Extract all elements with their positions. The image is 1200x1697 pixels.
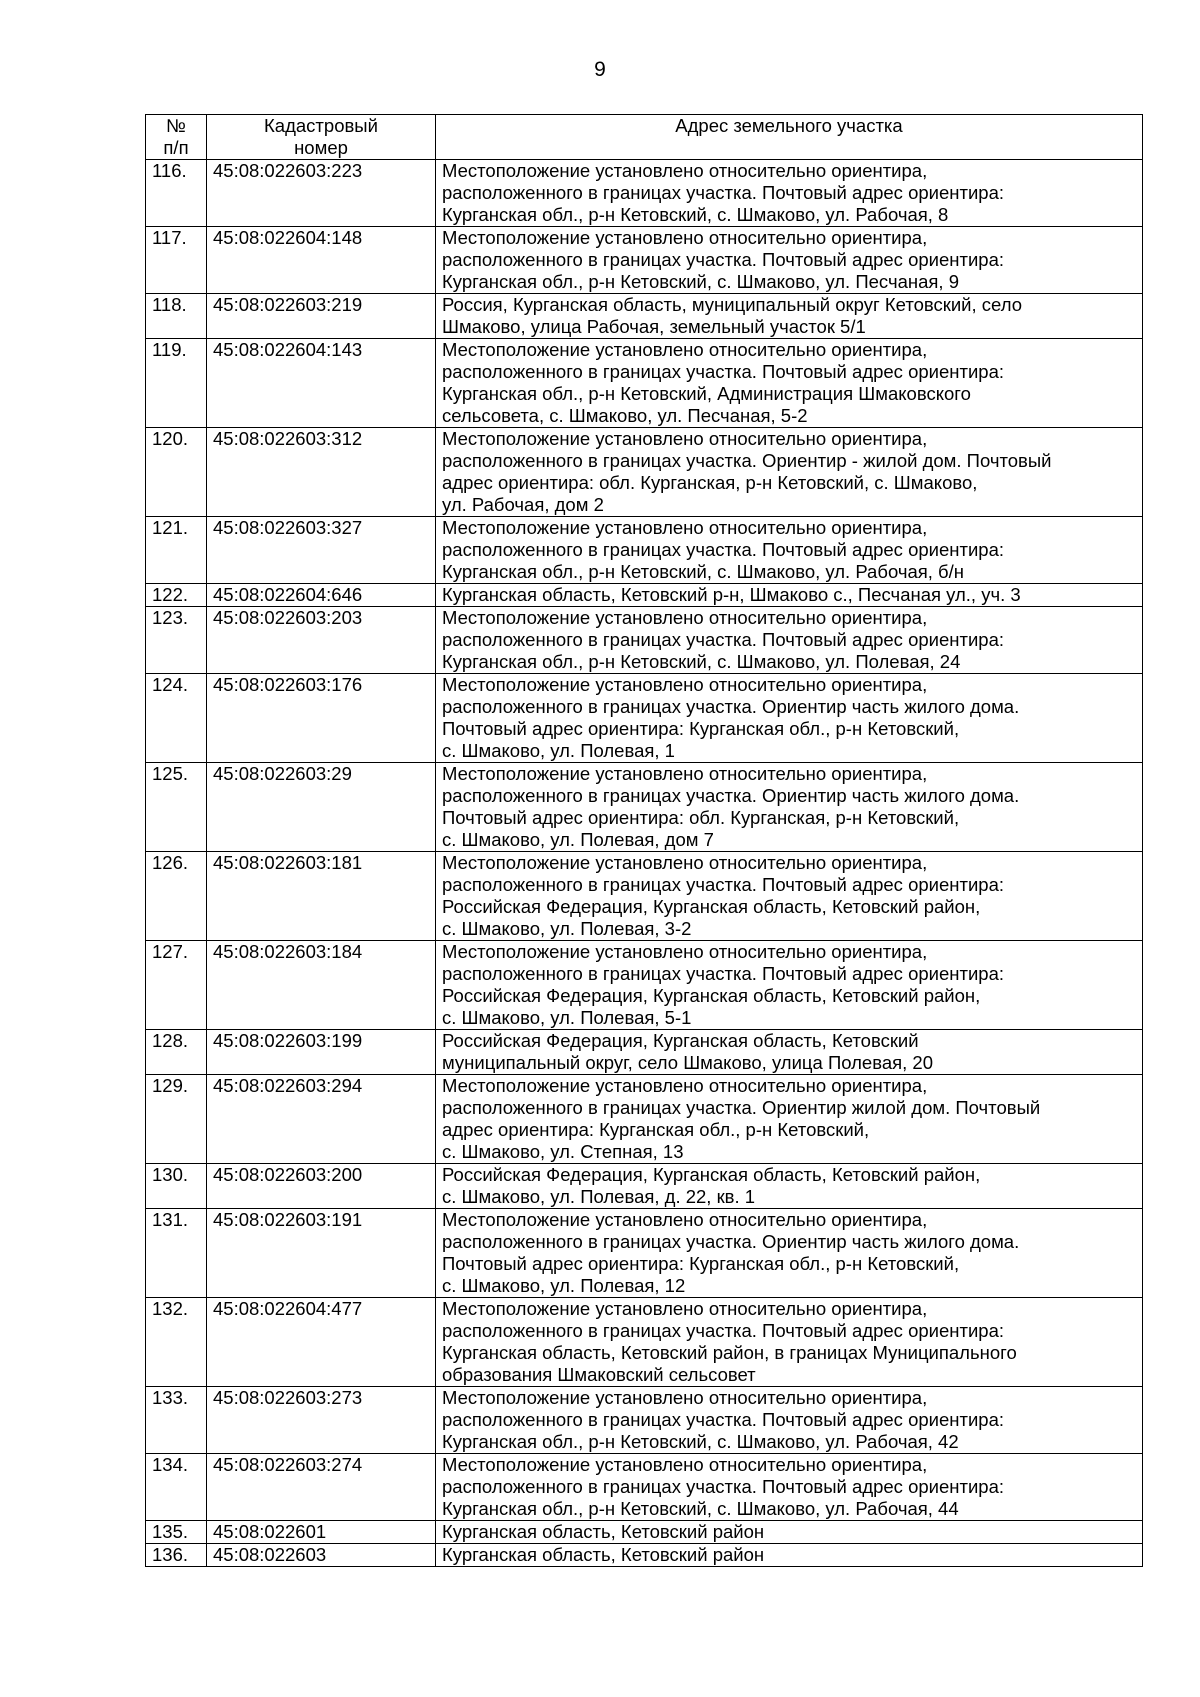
address-line: Курганская область, Кетовский район — [442, 1544, 765, 1565]
row-number: 128. — [146, 1030, 207, 1075]
cadastral-number: 45:08:022603:219 — [207, 294, 436, 339]
address-line: расположенного в границах участка. Почтовый адрес ориентира: — [442, 874, 1005, 895]
address-cell — [436, 1164, 1143, 1209]
row-number: 135. — [146, 1521, 207, 1544]
address-cell — [436, 1075, 1143, 1164]
address-line: расположенного в границах участка. Почтовый адрес ориентира: — [442, 1409, 1005, 1430]
address-cell — [436, 160, 1143, 227]
address-line: с. Шмаково, ул. Полевая, 3-2 — [442, 918, 692, 939]
cadastral-number: 45:08:022603:199 — [207, 1030, 436, 1075]
row-number: 121. — [146, 517, 207, 584]
row-number: 117. — [146, 227, 207, 294]
address-line: с. Шмаково, ул. Полевая, 12 — [442, 1275, 686, 1296]
table-row — [146, 584, 1143, 607]
address-line: Местоположение установлено относительно ориентира, — [442, 1454, 928, 1475]
cadastral-number: 45:08:022604:646 — [207, 584, 436, 607]
address-line: Местоположение установлено относительно ориентира, — [442, 227, 928, 248]
address-cell — [436, 1454, 1143, 1521]
row-number: 123. — [146, 607, 207, 674]
address-line: расположенного в границах участка. Почтовый адрес ориентира: — [442, 1320, 1005, 1341]
table-row — [146, 1164, 1143, 1209]
table-row — [146, 227, 1143, 294]
cadastral-number: 45:08:022603:274 — [207, 1454, 436, 1521]
address-line: Местоположение установлено относительно ориентира, — [442, 517, 928, 538]
row-number: 120. — [146, 428, 207, 517]
cadastral-number: 45:08:022603:273 — [207, 1387, 436, 1454]
table-body — [146, 160, 1143, 1567]
address-line: сельсовета, с. Шмаково, ул. Песчаная, 5-2 — [442, 405, 808, 426]
address-line: расположенного в границах участка. Почтовый адрес ориентира: — [442, 361, 1005, 382]
address-line: расположенного в границах участка. Ориентир часть жилого дома. — [442, 785, 1020, 806]
address-line: Курганская обл., р-н Кетовский, с. Шмаково, ул. Рабочая, 42 — [442, 1431, 959, 1452]
table-row — [146, 941, 1143, 1030]
address-line: Местоположение установлено относительно ориентира, — [442, 339, 928, 360]
row-number: 136. — [146, 1544, 207, 1567]
header-number-line1: № — [166, 115, 186, 136]
address-line: расположенного в границах участка. Почтовый адрес ориентира: — [442, 539, 1005, 560]
address-cell — [436, 1387, 1143, 1454]
address-line: адрес ориентира: обл. Курганская, р-н Кетовский, с. Шмаково, — [442, 472, 978, 493]
address-line: Курганская обл., р-н Кетовский, с. Шмаково, ул. Песчаная, 9 — [442, 271, 959, 292]
address-line: с. Шмаково, ул. Полевая, д. 22, кв. 1 — [442, 1186, 756, 1207]
address-line: расположенного в границах участка. Почтовый адрес ориентира: — [442, 182, 1005, 203]
address-line: Местоположение установлено относительно ориентира, — [442, 941, 928, 962]
cadastral-number: 45:08:022603:184 — [207, 941, 436, 1030]
cadastral-number: 45:08:022603:200 — [207, 1164, 436, 1209]
address-line: с. Шмаково, ул. Полевая, 1 — [442, 740, 675, 761]
cadastral-number: 45:08:022603:176 — [207, 674, 436, 763]
address-line: расположенного в границах участка. Ориентир часть жилого дома. — [442, 696, 1020, 717]
address-line: Курганская область, Кетовский район, в границах Муниципального — [442, 1342, 1017, 1363]
address-cell — [436, 1298, 1143, 1387]
address-line: Российская Федерация, Курганская область, Кетовский район, — [442, 985, 981, 1006]
address-line: Почтовый адрес ориентира: Курганская обл., р-н Кетовский, — [442, 718, 960, 739]
address-cell — [436, 941, 1143, 1030]
table-row — [146, 1454, 1143, 1521]
row-number: 116. — [146, 160, 207, 227]
row-number: 134. — [146, 1454, 207, 1521]
address-line: расположенного в границах участка. Ориентир - жилой дом. Почтовый — [442, 450, 1052, 471]
cadastral-number: 45:08:022603:223 — [207, 160, 436, 227]
row-number: 125. — [146, 763, 207, 852]
header-row — [146, 115, 1143, 160]
address-line: Шмаково, улица Рабочая, земельный участок 5/1 — [442, 316, 866, 337]
row-number: 132. — [146, 1298, 207, 1387]
address-line: Курганская обл., р-н Кетовский, с. Шмаково, ул. Рабочая, 8 — [442, 204, 949, 225]
address-cell — [436, 1030, 1143, 1075]
address-line: адрес ориентира: Курганская обл., р-н Кетовский, — [442, 1119, 870, 1140]
table-row — [146, 1209, 1143, 1298]
address-line: расположенного в границах участка. Ориентир часть жилого дома. — [442, 1231, 1020, 1252]
cadastral-number: 45:08:022601 — [207, 1521, 436, 1544]
row-number: 130. — [146, 1164, 207, 1209]
row-number: 129. — [146, 1075, 207, 1164]
address-line: Курганская обл., р-н Кетовский, Администрация Шмаковского — [442, 383, 971, 404]
address-line: Местоположение установлено относительно ориентира, — [442, 763, 928, 784]
row-number: 127. — [146, 941, 207, 1030]
address-line: Курганская обл., р-н Кетовский, с. Шмаково, ул. Рабочая, 44 — [442, 1498, 959, 1519]
table-row — [146, 1030, 1143, 1075]
address-line: Курганская область, Кетовский район — [442, 1521, 765, 1542]
row-number: 118. — [146, 294, 207, 339]
address-cell — [436, 227, 1143, 294]
address-line: расположенного в границах участка. Почтовый адрес ориентира: — [442, 629, 1005, 650]
cadastral-number: 45:08:022603:191 — [207, 1209, 436, 1298]
address-cell — [436, 607, 1143, 674]
table-row — [146, 1544, 1143, 1567]
parcels-table — [145, 114, 1143, 1567]
address-line: Местоположение установлено относительно ориентира, — [442, 1298, 928, 1319]
address-line: Российская Федерация, Курганская область, Кетовский район, — [442, 896, 981, 917]
address-line: ул. Рабочая, дом 2 — [442, 494, 604, 515]
address-cell — [436, 339, 1143, 428]
address-line: Российская Федерация, Курганская область, Кетовский — [442, 1030, 919, 1051]
address-line: расположенного в границах участка. Почтовый адрес ориентира: — [442, 249, 1005, 270]
cadastral-number: 45:08:022604:148 — [207, 227, 436, 294]
address-line: расположенного в границах участка. Ориентир жилой дом. Почтовый — [442, 1097, 1041, 1118]
address-line: Местоположение установлено относительно ориентира, — [442, 1075, 928, 1096]
table-row — [146, 1298, 1143, 1387]
address-cell — [436, 517, 1143, 584]
address-cell — [436, 763, 1143, 852]
address-line: с. Шмаково, ул. Степная, 13 — [442, 1141, 684, 1162]
address-cell — [436, 674, 1143, 763]
address-line: Местоположение установлено относительно ориентира, — [442, 607, 928, 628]
address-cell — [436, 584, 1143, 607]
address-line: Местоположение установлено относительно ориентира, — [442, 852, 928, 873]
header-number-line2: п/п — [163, 137, 189, 158]
address-line: Местоположение установлено относительно ориентира, — [442, 1209, 928, 1230]
address-line: Курганская обл., р-н Кетовский, с. Шмаково, ул. Рабочая, б/н — [442, 561, 965, 582]
cadastral-number: 45:08:022604:143 — [207, 339, 436, 428]
address-line: расположенного в границах участка. Почтовый адрес ориентира: — [442, 1476, 1005, 1497]
address-line: Российская Федерация, Курганская область, Кетовский район, — [442, 1164, 981, 1185]
row-number: 131. — [146, 1209, 207, 1298]
address-cell — [436, 852, 1143, 941]
cadastral-number: 45:08:022603:327 — [207, 517, 436, 584]
table-row — [146, 160, 1143, 227]
header-cadastral-line1: Кадастровый — [264, 115, 378, 136]
table-row — [146, 1387, 1143, 1454]
table-row — [146, 1521, 1143, 1544]
row-number: 133. — [146, 1387, 207, 1454]
address-line: расположенного в границах участка. Почтовый адрес ориентира: — [442, 963, 1005, 984]
table-row — [146, 1075, 1143, 1164]
address-line: с. Шмаково, ул. Полевая, дом 7 — [442, 829, 714, 850]
page-number: 9 — [594, 58, 606, 81]
address-cell — [436, 1209, 1143, 1298]
table-row — [146, 428, 1143, 517]
address-line: Почтовый адрес ориентира: обл. Курганская, р-н Кетовский, — [442, 807, 960, 828]
table-row — [146, 852, 1143, 941]
address-line: Курганская область, Кетовский р-н, Шмаково с., Песчаная ул., уч. 3 — [442, 584, 1021, 605]
header-address: Адрес земельного участка — [436, 115, 1143, 160]
address-line: с. Шмаково, ул. Полевая, 5-1 — [442, 1007, 692, 1028]
address-line: Местоположение установлено относительно ориентира, — [442, 674, 928, 695]
cadastral-number: 45:08:022603:181 — [207, 852, 436, 941]
cadastral-number: 45:08:022603:203 — [207, 607, 436, 674]
address-line: Курганская обл., р-н Кетовский, с. Шмаково, ул. Полевая, 24 — [442, 651, 961, 672]
address-cell — [436, 1544, 1143, 1567]
row-number: 124. — [146, 674, 207, 763]
cadastral-number: 45:08:022603:312 — [207, 428, 436, 517]
address-cell — [436, 428, 1143, 517]
address-cell — [436, 1521, 1143, 1544]
header-number — [146, 115, 207, 160]
address-cell — [436, 294, 1143, 339]
table-row — [146, 674, 1143, 763]
table-row — [146, 763, 1143, 852]
cadastral-number: 45:08:022603:294 — [207, 1075, 436, 1164]
address-line: Местоположение установлено относительно ориентира, — [442, 160, 928, 181]
table-header — [146, 115, 1143, 160]
table-row — [146, 339, 1143, 428]
row-number: 119. — [146, 339, 207, 428]
table-row — [146, 517, 1143, 584]
row-number: 126. — [146, 852, 207, 941]
cadastral-number: 45:08:022604:477 — [207, 1298, 436, 1387]
address-line: Местоположение установлено относительно ориентира, — [442, 1387, 928, 1408]
address-line: образования Шмаковский сельсовет — [442, 1364, 756, 1385]
cadastral-number: 45:08:022603 — [207, 1544, 436, 1567]
row-number: 122. — [146, 584, 207, 607]
address-line: Россия, Курганская область, муниципальный округ Кетовский, село — [442, 294, 1022, 315]
table-row — [146, 294, 1143, 339]
cadastral-number: 45:08:022603:29 — [207, 763, 436, 852]
table-row — [146, 607, 1143, 674]
header-cadastral — [207, 115, 436, 160]
header-cadastral-line2: номер — [294, 137, 348, 158]
address-line: Почтовый адрес ориентира: Курганская обл., р-н Кетовский, — [442, 1253, 960, 1274]
address-line: Местоположение установлено относительно ориентира, — [442, 428, 928, 449]
address-line: муниципальный округ, село Шмаково, улица Полевая, 20 — [442, 1052, 934, 1073]
